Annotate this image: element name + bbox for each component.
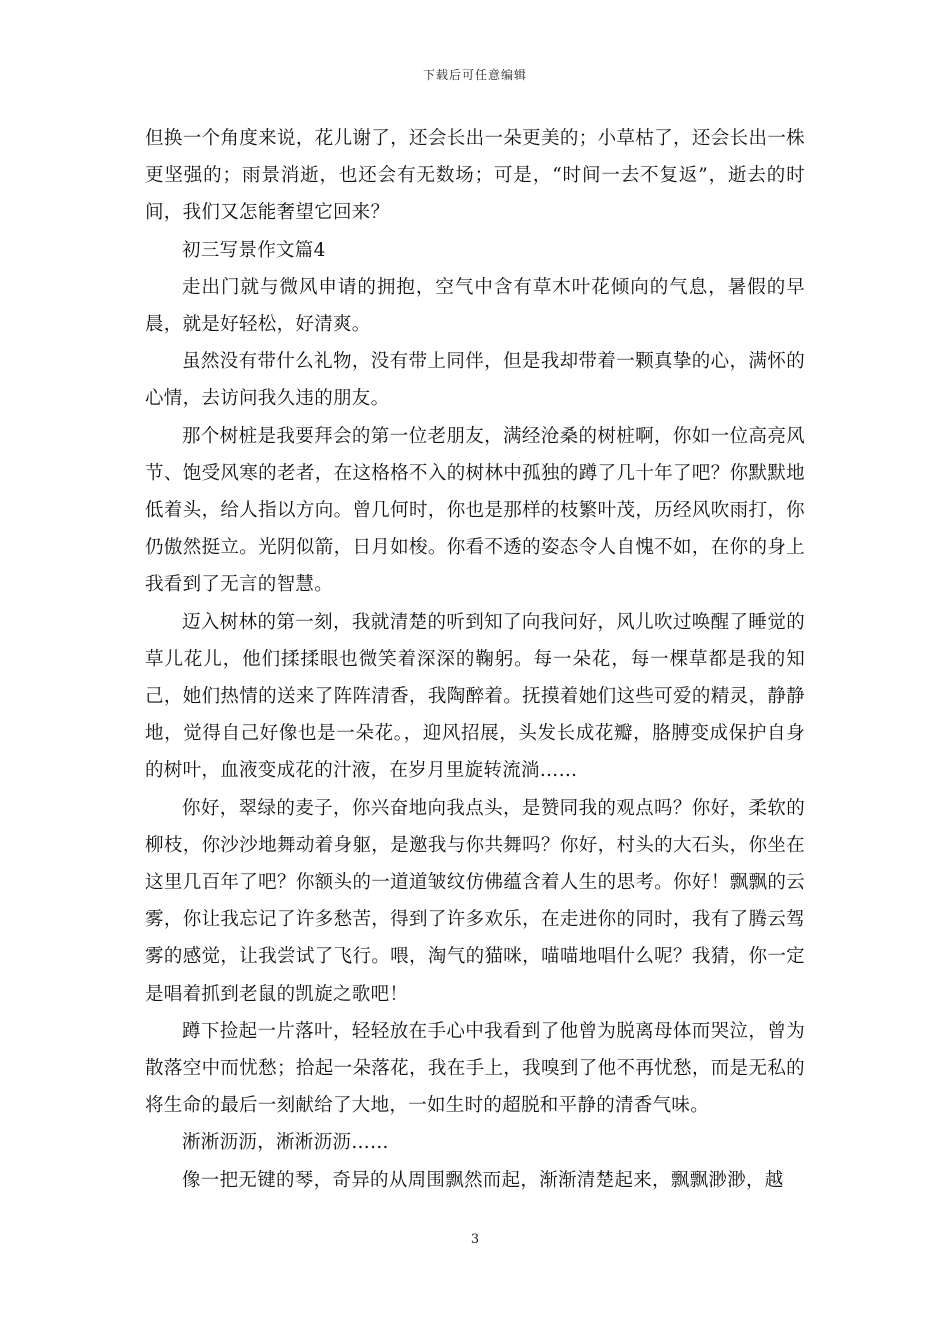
paragraph-5: 那个树桩是我要拜会的第一位老朋友，满经沧桑的树桩啊，你如一位高亮风节、饱受风寒的老者，在这格格不入的树林中孤独的蹲了几十年了吧？你默默地低着头，给人指以方向。曾几何时，你也是那样的枝繁叶茂，历经风吹雨打，你仍傲然挺立。光阴似箭，日月如梭。你看不透的姿态令人自愧不如，在你的身上我看到了无言的智慧。 (145, 425, 805, 596)
paragraph-3: 走出门就与微风申请的拥抱，空气中含有草木叶花倾向的气息，暑假的早晨，就是好轻松，好清爽。 (145, 276, 805, 336)
section-heading: 初三写景作文篇4 (182, 239, 326, 261)
paragraph-1: 但换一个角度来说，花儿谢了，还会长出一朵更美的；小草枯了，还会长出一株更坚强的；雨景消逝，也还会有无数场；可是，“时间一去不复返”，逝去的时间，我们又怎能奢望它回来？ (145, 128, 805, 224)
paragraph-8: 蹲下捡起一片落叶，轻轻放在手心中我看到了他曾为脱离母体而哭泣，曾为散落空中而忧愁；拾起一朵落花，我在手上，我嗅到了他不再忧愁，而是无私的将生命的最后一刻献给了大地，一如生时的超脱和平静的清香气味。 (145, 1020, 805, 1117)
paragraph-6: 迈入树林的第一刻，我就清楚的听到知了向我问好，风儿吹过唤醒了睡觉的草儿花儿，他们揉揉眼也微笑着深深的鞠躬。每一朵花，每一棵草都是我的知己，她们热情的送来了阵阵清香，我陶醉着。抚摸着她们这些可爱的精灵，静静地，觉得自己好像也是一朵花。，迎风招展，头发长成花瓣，胳膊变成保护自身的树叶，血液变成花的汁液，在岁月里旋转流淌…… (145, 611, 805, 782)
page-header: 下载后可任意编辑 (422, 68, 527, 82)
page-number: 3 (470, 1232, 480, 1247)
paragraph-7: 你好，翠绿的麦子，你兴奋地向我点头，是赞同我的观点吗？你好，柔软的柳枝，你沙沙地舞动着身躯，是邀我与你共舞吗？你好，村头的大石头，你坐在这里几百年了吧？你额头的一道道皱纹仿佛蕴含着人生的思考。你好！飘飘的云雾，你让我忘记了许多愁苦，得到了许多欢乐，在走进你的同时，我有了腾云驾雾的感觉，让我尝试了飞行。喂，淘气的猫咪，喵喵地唱什么呢？我猜，你一定是唱着抓到老鼠的凯旋之歌吧！ (145, 797, 805, 1005)
paragraph-4: 虽然没有带什么礼物，没有带上同伴，但是我却带着一颗真挚的心，满怀的心情，去访问我久违的朋友。 (145, 351, 805, 410)
paragraph-9: 淅淅沥沥，淅淅沥沥…… (182, 1132, 389, 1154)
document-body (145, 120, 805, 1199)
paragraph-10: 像一把无键的琴，奇异的从周围飘然而起，渐渐清楚起来，飘飘渺渺，越 (182, 1169, 784, 1191)
